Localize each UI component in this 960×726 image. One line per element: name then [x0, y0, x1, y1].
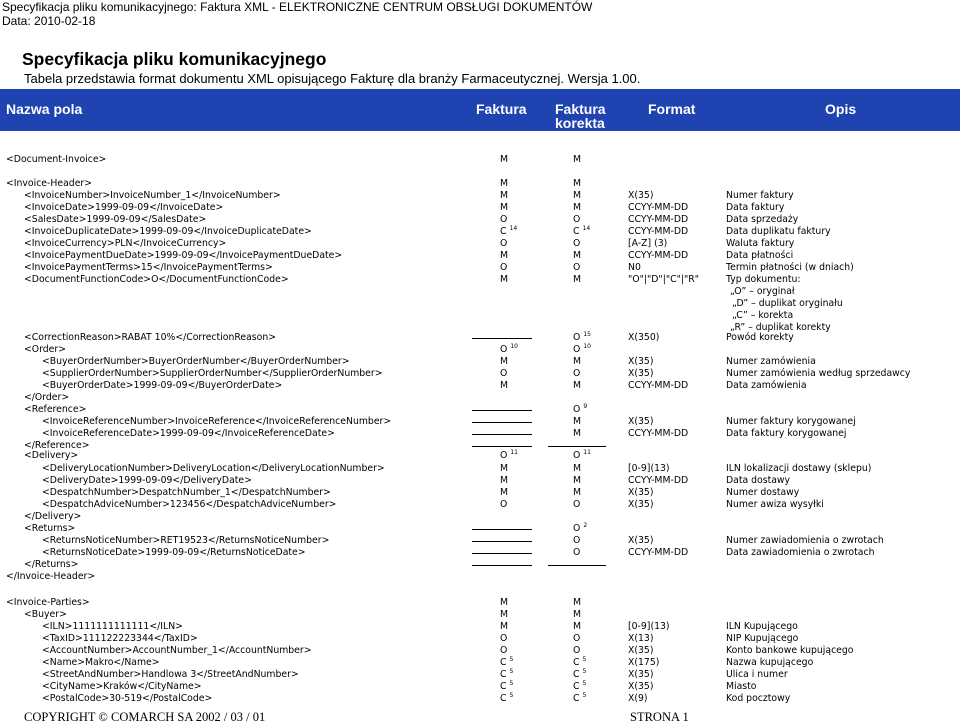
field-name: <InvoiceNumber>InvoiceNumber_1</InvoiceNumber>	[24, 190, 281, 201]
korekta-requirement: M	[573, 597, 582, 608]
korekta-requirement: O $^2$	[573, 522, 588, 534]
korekta-requirement: O	[573, 262, 581, 273]
faktura-footnote: 5	[509, 680, 514, 687]
korekta-requirement: O $^{15}$	[573, 331, 591, 343]
korekta-requirement: O	[573, 238, 581, 249]
field-format: X(35)	[628, 368, 654, 379]
field-format: X(35)	[628, 416, 654, 427]
field-name: <InvoiceReferenceDate>1999-09-09</InvoiceReferenceDate>	[42, 428, 335, 439]
table-row	[0, 392, 960, 404]
field-format: CCYY-MM-DD	[628, 428, 689, 439]
field-description: Data dostawy	[726, 475, 791, 486]
faktura-requirement: M	[500, 609, 509, 620]
table-row	[0, 298, 960, 310]
faktura-not-applicable-line	[472, 565, 532, 566]
faktura-not-applicable-line	[472, 529, 532, 530]
field-description: Numer awiza wysyłki	[726, 499, 824, 510]
table-row	[0, 463, 960, 475]
table-row	[0, 559, 960, 571]
field-name: </Delivery>	[24, 511, 82, 522]
field-name: <Buyer>	[24, 609, 67, 620]
table-row	[0, 499, 960, 511]
field-description: Numer dostawy	[726, 487, 800, 498]
table-row	[0, 523, 960, 535]
korekta-requirement: M	[573, 250, 582, 261]
field-format: X(350)	[628, 332, 660, 343]
column-header-format: Format	[648, 101, 696, 117]
table-row	[0, 621, 960, 633]
field-format: X(35)	[628, 356, 654, 367]
table-row	[0, 380, 960, 392]
table-row	[0, 681, 960, 693]
korekta-requirement: O $^9$	[573, 403, 588, 415]
field-description: „D” – duplikat oryginału	[732, 298, 843, 309]
korekta-footnote: 5	[582, 656, 587, 663]
faktura-requirement: M	[500, 475, 509, 486]
field-format: X(35)	[628, 487, 654, 498]
field-format: [0-9](13)	[628, 463, 670, 474]
field-format: X(175)	[628, 657, 660, 668]
faktura-not-applicable-line	[472, 422, 532, 423]
table-row	[0, 633, 960, 645]
korekta-requirement: O	[573, 214, 581, 225]
table-row	[0, 571, 960, 583]
table-row	[0, 154, 960, 166]
table-row	[0, 693, 960, 705]
field-format: [A-Z] (3)	[628, 238, 668, 249]
column-header-opis: Opis	[825, 101, 857, 117]
korekta-requirement: M	[573, 202, 582, 213]
korekta-requirement: M	[573, 428, 582, 439]
field-name: <PostalCode>30-519</PostalCode>	[42, 693, 213, 704]
korekta-requirement: M	[573, 621, 582, 632]
field-description: Miasto	[726, 681, 757, 692]
faktura-footnote: 5	[509, 692, 514, 699]
field-format: X(35)	[628, 535, 654, 546]
faktura-footnote: 14	[509, 225, 518, 232]
faktura-requirement: M	[500, 274, 509, 285]
table-row	[0, 262, 960, 274]
table-row	[0, 202, 960, 214]
table-row	[0, 535, 960, 547]
korekta-requirement: O	[573, 535, 581, 546]
table-row	[0, 511, 960, 523]
table-row	[0, 310, 960, 322]
faktura-requirement: M	[500, 380, 509, 391]
korekta-requirement: O	[573, 645, 581, 656]
table-row	[0, 669, 960, 681]
faktura-requirement: C $^5$	[500, 656, 514, 668]
faktura-not-applicable-line	[472, 541, 532, 542]
field-name: <ReturnsNoticeNumber>RET19523</ReturnsNoticeNumber>	[42, 535, 330, 546]
field-description: Kod pocztowy	[726, 693, 791, 704]
field-name: <SalesDate>1999-09-09</SalesDate>	[24, 214, 207, 225]
korekta-requirement: O	[573, 547, 581, 558]
faktura-requirement: M	[500, 190, 509, 201]
field-name: <InvoiceCurrency>PLN</InvoiceCurrency>	[24, 238, 227, 249]
field-description: „C” – korekta	[732, 310, 794, 321]
table-row	[0, 332, 960, 344]
table-row	[0, 356, 960, 368]
faktura-footnote: 5	[509, 668, 514, 675]
table-header	[0, 89, 960, 131]
field-description: Ulica i numer	[726, 669, 788, 680]
korekta-requirement: O $^{10}$	[573, 343, 591, 355]
field-name: <ReturnsNoticeDate>1999-09-09</ReturnsNoticeDate>	[42, 547, 306, 558]
korekta-footnote: 5	[582, 680, 587, 687]
table-row	[0, 609, 960, 621]
field-description: Konto bankowe kupującego	[726, 645, 854, 656]
korekta-requirement: C $^5$	[573, 668, 587, 680]
field-name: <InvoiceDuplicateDate>1999-09-09</InvoiceDuplicateDate>	[24, 226, 312, 237]
field-name: </Returns>	[24, 559, 79, 570]
field-name: <SupplierOrderNumber>SupplierOrderNumber</SupplierOrderNumber>	[42, 368, 383, 379]
faktura-requirement: O	[500, 633, 508, 644]
field-description: Data zamówienia	[726, 380, 807, 391]
field-format: CCYY-MM-DD	[628, 475, 689, 486]
column-header-name: Nazwa pola	[6, 101, 83, 117]
korekta-requirement: C $^5$	[573, 680, 587, 692]
table-row	[0, 250, 960, 262]
korekta-requirement: O	[573, 633, 581, 644]
table-row	[0, 487, 960, 499]
table-row	[0, 178, 960, 190]
field-format: X(9)	[628, 693, 648, 704]
faktura-requirement: C $^{14}$	[500, 225, 518, 237]
field-name: <CityName>Kraków</CityName>	[42, 681, 202, 692]
faktura-requirement: M	[500, 597, 509, 608]
field-description: „R” – duplikat korekty	[730, 322, 831, 333]
faktura-not-applicable-line	[472, 410, 532, 411]
field-format: CCYY-MM-DD	[628, 202, 689, 213]
field-name: <DeliveryLocationNumber>DeliveryLocation</DeliveryLocationNumber>	[42, 463, 385, 474]
field-description: Numer faktury korygowanej	[726, 416, 856, 427]
table-row	[0, 547, 960, 559]
field-format: X(35)	[628, 190, 654, 201]
faktura-requirement: C $^5$	[500, 668, 514, 680]
table-row	[0, 368, 960, 380]
field-format: CCYY-MM-DD	[628, 380, 689, 391]
field-name: <Invoice-Parties>	[6, 597, 90, 608]
faktura-requirement: O	[500, 238, 508, 249]
field-description: Data faktury korygowanej	[726, 428, 847, 439]
faktura-requirement: O $^{11}$	[500, 449, 518, 461]
field-description: NIP Kupującego	[726, 633, 799, 644]
field-format: "O"|"D"|"C"|"R"	[628, 274, 700, 285]
korekta-footnote: 11	[583, 449, 591, 456]
field-description: Typ dokumentu:	[726, 274, 801, 285]
table-row	[0, 416, 960, 428]
field-description: Data faktury	[726, 202, 785, 213]
field-description: Numer faktury	[726, 190, 794, 201]
korekta-footnote: 10	[583, 343, 591, 350]
field-format: CCYY-MM-DD	[628, 226, 689, 237]
field-format: X(35)	[628, 681, 654, 692]
field-name: <InvoiceDate>1999-09-09</InvoiceDate>	[24, 202, 224, 213]
table-row	[0, 657, 960, 669]
footer-page-number: STRONA 1	[630, 710, 689, 724]
korekta-requirement: O $^{11}$	[573, 449, 591, 461]
field-name: <Name>Makro</Name>	[42, 657, 160, 668]
field-name: <TaxID>111122223344</TaxID>	[42, 633, 198, 644]
faktura-requirement: M	[500, 487, 509, 498]
field-description: Numer zamówienia według sprzedawcy	[726, 368, 911, 379]
korekta-requirement: M	[573, 463, 582, 474]
faktura-requirement: M	[500, 463, 509, 474]
field-description: Nazwa kupującego	[726, 657, 814, 668]
korekta-requirement: M	[573, 380, 582, 391]
table-row	[0, 645, 960, 657]
korekta-requirement: M	[573, 154, 582, 165]
faktura-not-applicable-line	[472, 434, 532, 435]
field-format: CCYY-MM-DD	[628, 250, 689, 261]
faktura-not-applicable-line	[472, 338, 532, 339]
field-format: [0-9](13)	[628, 621, 670, 632]
field-format: N0	[628, 262, 641, 273]
korekta-requirement: M	[573, 609, 582, 620]
faktura-footnote: 11	[510, 449, 518, 456]
korekta-requirement: M	[573, 178, 582, 189]
field-name: <BuyerOrderDate>1999-09-09</BuyerOrderDate>	[42, 380, 283, 391]
field-name: <InvoicePaymentTerms>15</InvoicePaymentTerms>	[24, 262, 273, 273]
faktura-requirement: M	[500, 621, 509, 632]
faktura-requirement: C $^5$	[500, 680, 514, 692]
faktura-requirement: C $^5$	[500, 692, 514, 704]
table-row	[0, 344, 960, 356]
field-description: Data duplikatu faktury	[726, 226, 831, 237]
faktura-requirement: M	[500, 202, 509, 213]
field-description: Data zawiadomienia o zwrotach	[726, 547, 875, 558]
table-row	[0, 428, 960, 440]
faktura-footnote: 10	[510, 343, 518, 350]
field-name: <DeliveryDate>1999-09-09</DeliveryDate>	[42, 475, 252, 486]
field-name: <DocumentFunctionCode>O</DocumentFunctionCode>	[24, 274, 289, 285]
field-name: </Reference>	[24, 440, 90, 451]
faktura-requirement: M	[500, 250, 509, 261]
field-name: <Delivery>	[24, 450, 79, 461]
field-description: Numer zamówienia	[726, 356, 816, 367]
faktura-requirement: M	[500, 178, 509, 189]
field-name: <Order>	[24, 344, 66, 355]
korekta-requirement: C $^5$	[573, 692, 587, 704]
field-name: <Invoice-Header>	[6, 178, 93, 189]
korekta-footnote: 5	[582, 692, 587, 699]
field-description: ILN Kupującego	[726, 621, 798, 632]
faktura-requirement: O $^{10}$	[500, 343, 518, 355]
korekta-not-applicable-line	[548, 565, 606, 566]
column-header-korekta-line1: Faktura	[555, 101, 606, 117]
faktura-not-applicable-line	[472, 553, 532, 554]
field-description: Termin płatności (w dniach)	[726, 262, 854, 273]
faktura-footnote: 5	[509, 656, 514, 663]
korekta-requirement: M	[573, 190, 582, 201]
footer-copyright: COPYRIGHT © COMARCH SA 2002 / 03 / 01	[24, 710, 266, 724]
page-title: Specyfikacja pliku komunikacyjnego	[22, 49, 327, 69]
field-format: X(35)	[628, 499, 654, 510]
korekta-footnote: 15	[583, 331, 591, 338]
korekta-requirement: O	[573, 368, 581, 379]
table-row	[0, 190, 960, 202]
table-row	[0, 286, 960, 298]
column-header-korekta-line2: korekta	[555, 115, 605, 131]
field-description: Powód korekty	[726, 332, 794, 343]
korekta-not-applicable-line	[548, 446, 606, 447]
field-description: ILN lokalizacji dostawy (sklepu)	[726, 463, 872, 474]
korekta-requirement: M	[573, 475, 582, 486]
korekta-footnote: 14	[582, 225, 591, 232]
faktura-requirement: M	[500, 154, 509, 165]
field-description: Numer zawiadomienia o zwrotach	[726, 535, 884, 546]
field-format: CCYY-MM-DD	[628, 214, 689, 225]
field-description: Data płatności	[726, 250, 794, 261]
field-name: <BuyerOrderNumber>BuyerOrderNumber</BuyerOrderNumber>	[42, 356, 350, 367]
field-name: <CorrectionReason>RABAT 10%</CorrectionReason>	[24, 332, 277, 343]
field-name: <InvoicePaymentDueDate>1999-09-09</InvoicePaymentDueDate>	[24, 250, 343, 261]
field-name: <Returns>	[24, 523, 76, 534]
korekta-requirement: M	[573, 356, 582, 367]
faktura-requirement: O	[500, 645, 508, 656]
field-name: <StreetAndNumber>Handlowa 3</StreetAndNumber>	[42, 669, 299, 680]
faktura-requirement: O	[500, 214, 508, 225]
field-description: Data sprzedaży	[726, 214, 799, 225]
document-header-title: Specyfikacja pliku komunikacyjnego: Faktura XML - ELEKTRONICZNE CENTRUM OBSŁUGI DOKUMENTÓW	[2, 0, 593, 14]
page-subtitle: Tabela przedstawia format dokumentu XML opisującego Fakturę dla branży Farmaceutycznej. Wersja 1.00.	[24, 71, 641, 86]
field-format: X(35)	[628, 645, 654, 656]
faktura-not-applicable-line	[472, 446, 532, 447]
table-row	[0, 475, 960, 487]
field-name: <Reference>	[24, 404, 87, 415]
field-name: <DespatchAdviceNumber>123456</DespatchAdviceNumber>	[42, 499, 337, 510]
table-row	[0, 404, 960, 416]
field-name: <ILN>1111111111111</ILN>	[42, 621, 183, 632]
korekta-requirement: C $^5$	[573, 656, 587, 668]
korekta-requirement: O	[573, 499, 581, 510]
faktura-requirement: O	[500, 368, 508, 379]
table-row	[0, 238, 960, 250]
document-header-date: Data: 2010-02-18	[2, 14, 96, 28]
korekta-requirement: C $^{14}$	[573, 225, 591, 237]
faktura-requirement: O	[500, 262, 508, 273]
field-name: <Document-Invoice>	[6, 154, 107, 165]
field-description: „O” – oryginał	[730, 286, 795, 297]
korekta-footnote: 2	[583, 522, 588, 529]
table-row	[0, 450, 960, 462]
table-row	[0, 274, 960, 286]
field-format: CCYY-MM-DD	[628, 547, 689, 558]
field-name: <InvoiceReferenceNumber>InvoiceReference</InvoiceReferenceNumber>	[42, 416, 392, 427]
table-row	[0, 214, 960, 226]
table-row	[0, 597, 960, 609]
faktura-requirement: M	[500, 356, 509, 367]
field-name: <AccountNumber>AccountNumber_1</AccountNumber>	[42, 645, 312, 656]
korekta-footnote: 5	[582, 668, 587, 675]
column-header-faktura: Faktura	[476, 101, 527, 117]
korekta-requirement: M	[573, 274, 582, 285]
table-row	[0, 226, 960, 238]
field-name: </Invoice-Header>	[6, 571, 96, 582]
korekta-footnote: 9	[583, 403, 588, 410]
field-format: X(35)	[628, 669, 654, 680]
field-name: <DespatchNumber>DespatchNumber_1</DespatchNumber>	[42, 487, 331, 498]
field-name: </Order>	[24, 392, 70, 403]
field-format: X(13)	[628, 633, 654, 644]
korekta-requirement: M	[573, 487, 582, 498]
faktura-requirement: O	[500, 499, 508, 510]
korekta-requirement: M	[573, 416, 582, 427]
field-description: Waluta faktury	[726, 238, 795, 249]
